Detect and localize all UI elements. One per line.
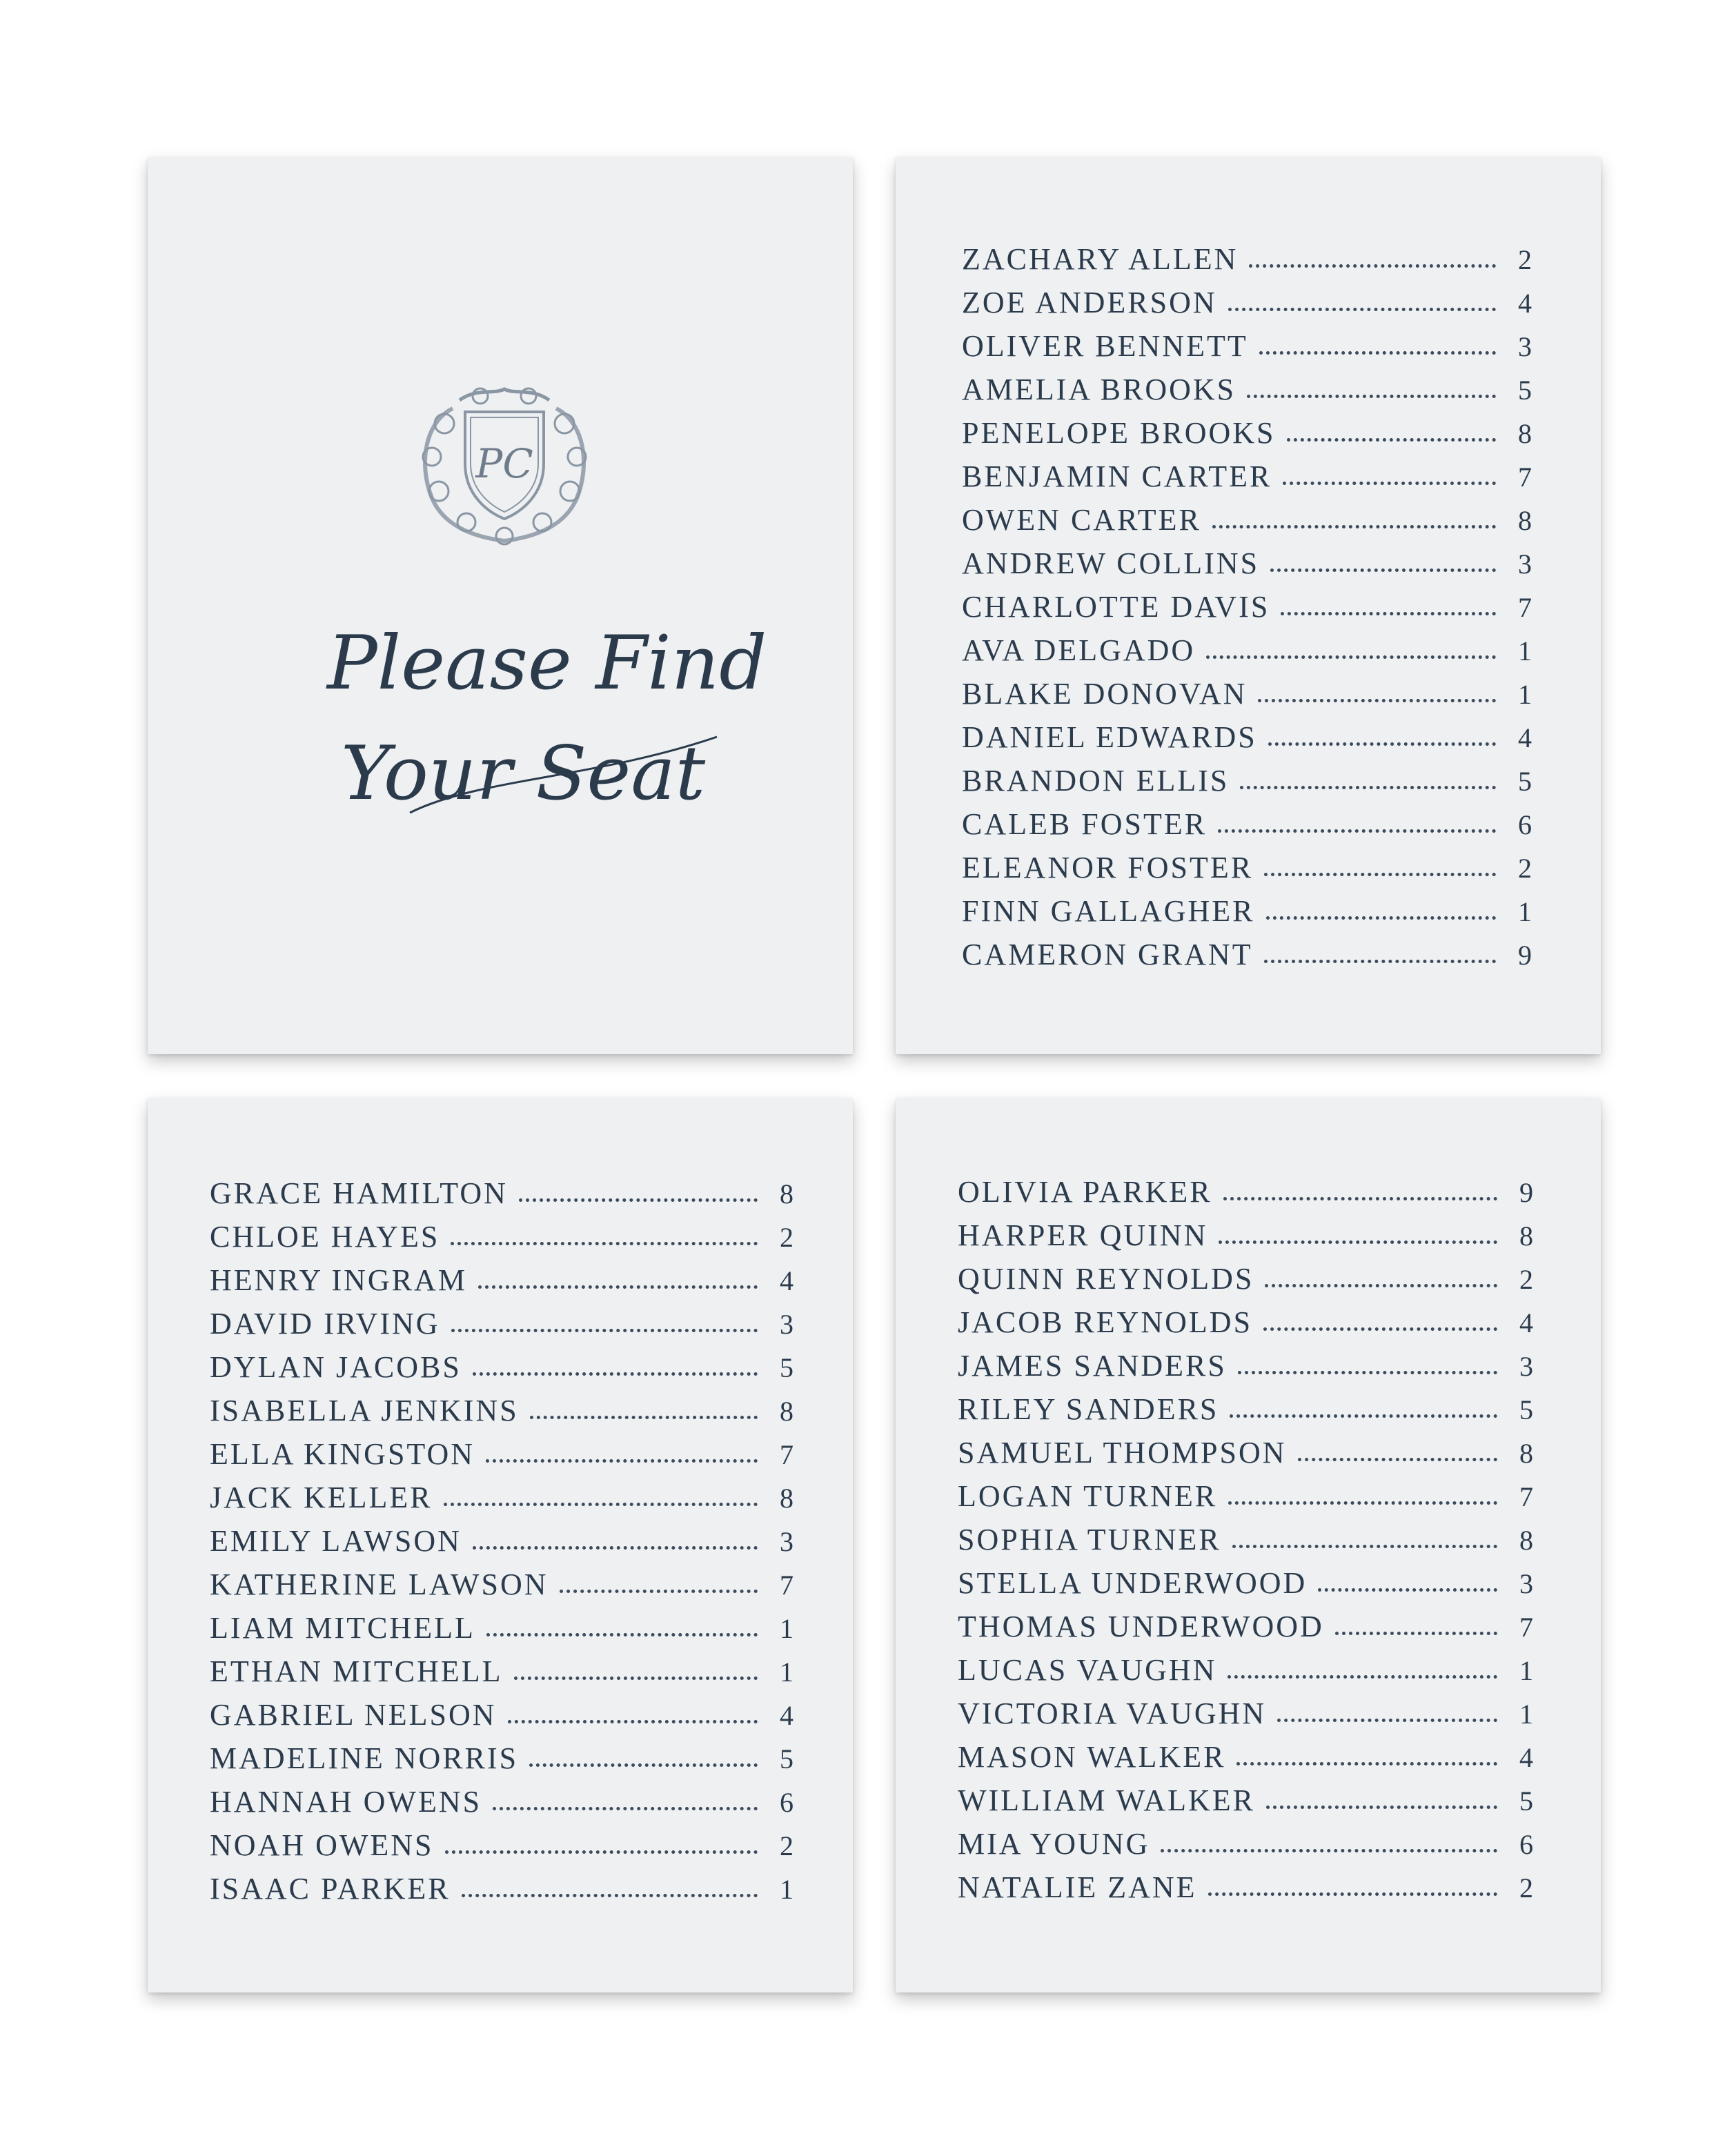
table-number: 7 xyxy=(780,1570,793,1601)
dot-leader xyxy=(1223,1197,1497,1200)
guest-name: THOMAS UNDERWOOD xyxy=(958,1610,1324,1643)
table-number: 7 xyxy=(780,1439,793,1470)
table-number: 3 xyxy=(1519,1568,1533,1599)
seating-list xyxy=(958,1174,1533,1913)
guest-row xyxy=(958,1261,1533,1305)
dot-leader xyxy=(519,1198,758,1202)
dot-leader xyxy=(1335,1632,1497,1635)
table-number: 3 xyxy=(1518,548,1532,580)
dot-leader xyxy=(508,1720,758,1723)
dot-leader xyxy=(486,1633,758,1636)
guest-row xyxy=(962,415,1532,459)
table-number: 1 xyxy=(1518,896,1532,927)
table-number: 8 xyxy=(780,1178,793,1209)
seating-list xyxy=(962,241,1532,980)
dot-leader xyxy=(1238,1371,1497,1374)
guest-row xyxy=(958,1783,1533,1826)
table-number: 1 xyxy=(1519,1655,1533,1686)
guest-name: BRANDON ELLIS xyxy=(962,764,1230,798)
dot-leader xyxy=(1258,699,1496,702)
dot-leader xyxy=(451,1329,758,1332)
dot-leader xyxy=(1228,308,1496,311)
table-number: 7 xyxy=(1518,592,1532,623)
seating-list xyxy=(210,1176,793,1915)
dot-leader xyxy=(1283,482,1496,485)
guest-row xyxy=(962,807,1532,850)
guest-row xyxy=(210,1436,793,1480)
dot-leader xyxy=(1281,612,1496,615)
table-number: 2 xyxy=(780,1222,793,1253)
guest-name: KATHERINE LAWSON xyxy=(210,1567,549,1601)
dot-leader xyxy=(1228,1675,1497,1679)
dot-leader xyxy=(1219,1240,1497,1244)
guest-row xyxy=(962,850,1532,893)
guest-row xyxy=(962,589,1532,633)
guest-name: STELLA UNDERWOOD xyxy=(958,1566,1308,1600)
guest-row xyxy=(962,546,1532,589)
dot-leader xyxy=(1247,395,1496,398)
crest-monogram: PC xyxy=(475,440,533,487)
seating-card-2 xyxy=(148,1098,853,1992)
guest-name: DYLAN JACOBS xyxy=(210,1350,462,1384)
dot-leader xyxy=(1268,742,1496,746)
table-number: 8 xyxy=(1519,1438,1533,1469)
guest-name: QUINN REYNOLDS xyxy=(958,1262,1254,1296)
guest-name: GABRIEL NELSON xyxy=(210,1698,497,1732)
table-number: 7 xyxy=(1519,1612,1533,1643)
guest-name: CHLOE HAYES xyxy=(210,1220,440,1254)
guest-name: ANDREW COLLINS xyxy=(962,546,1260,580)
table-number: 4 xyxy=(1518,288,1532,319)
seating-card-1 xyxy=(896,157,1601,1054)
guest-row xyxy=(210,1697,793,1741)
guest-row xyxy=(210,1610,793,1654)
guest-row xyxy=(958,1392,1533,1435)
heading xyxy=(306,606,767,854)
table-number: 1 xyxy=(780,1874,793,1905)
guest-name: VICTORIA VAUGHN xyxy=(958,1697,1267,1730)
table-number: 7 xyxy=(1518,462,1532,493)
guest-row xyxy=(958,1652,1533,1696)
table-number: 8 xyxy=(1518,418,1532,449)
seating-card-3 xyxy=(896,1098,1601,1992)
guest-row xyxy=(958,1565,1533,1609)
dot-leader xyxy=(473,1372,758,1376)
guest-name: LOGAN TURNER xyxy=(958,1479,1218,1513)
guest-row xyxy=(210,1349,793,1393)
table-number: 1 xyxy=(780,1613,793,1644)
guest-row xyxy=(958,1348,1533,1392)
guest-row xyxy=(210,1654,793,1697)
guest-name: OLIVER BENNETT xyxy=(962,329,1248,363)
guest-name: ZACHARY ALLEN xyxy=(962,242,1239,276)
table-number: 6 xyxy=(1519,1829,1533,1860)
guest-row xyxy=(958,1478,1533,1522)
table-number: 6 xyxy=(1518,809,1532,840)
dot-leader xyxy=(478,1285,758,1289)
guest-row xyxy=(962,720,1532,763)
guest-name: HENRY INGRAM xyxy=(210,1263,467,1297)
table-number: 2 xyxy=(1519,1264,1533,1295)
dot-leader xyxy=(451,1242,758,1245)
dot-leader xyxy=(514,1677,758,1680)
table-number: 2 xyxy=(780,1830,793,1861)
guest-row xyxy=(962,633,1532,676)
guest-row xyxy=(210,1393,793,1436)
dot-leader xyxy=(1206,655,1496,659)
dot-leader xyxy=(1277,1719,1497,1722)
guest-row xyxy=(962,676,1532,720)
table-number: 1 xyxy=(780,1656,793,1688)
guest-row xyxy=(958,1522,1533,1565)
guest-row xyxy=(962,763,1532,807)
table-number: 4 xyxy=(780,1700,793,1731)
dot-leader xyxy=(1265,1284,1497,1287)
dot-leader xyxy=(1232,1545,1497,1548)
table-number: 7 xyxy=(1519,1481,1533,1512)
dot-leader xyxy=(1161,1849,1497,1852)
dot-leader xyxy=(445,1850,758,1854)
dot-leader xyxy=(1287,438,1497,442)
dot-leader xyxy=(1259,351,1496,355)
table-number: 8 xyxy=(1519,1220,1533,1252)
guest-name: SAMUEL THOMPSON xyxy=(958,1436,1287,1470)
guest-row xyxy=(958,1826,1533,1870)
guest-name: CAMERON GRANT xyxy=(962,938,1253,971)
guest-row xyxy=(210,1306,793,1349)
guest-row xyxy=(962,459,1532,502)
guest-name: ELLA KINGSTON xyxy=(210,1437,475,1471)
guest-name: JACK KELLER xyxy=(210,1481,433,1514)
guest-row xyxy=(958,1218,1533,1261)
guest-name: ISABELLA JENKINS xyxy=(210,1394,519,1427)
guest-name: SOPHIA TURNER xyxy=(958,1523,1221,1556)
table-number: 8 xyxy=(1518,505,1532,536)
table-number: 3 xyxy=(1518,331,1532,362)
dot-leader xyxy=(444,1503,758,1506)
table-number: 1 xyxy=(1518,679,1532,710)
dot-leader xyxy=(1212,525,1496,528)
guest-name: BENJAMIN CARTER xyxy=(962,459,1272,493)
guest-row xyxy=(962,372,1532,415)
guest-row xyxy=(962,937,1532,980)
guest-row xyxy=(958,1174,1533,1218)
guest-name: RILEY SANDERS xyxy=(958,1392,1219,1426)
table-number: 3 xyxy=(780,1309,793,1340)
guest-name: ZOE ANDERSON xyxy=(962,286,1217,319)
dot-leader xyxy=(529,1763,758,1767)
table-number: 2 xyxy=(1518,853,1532,884)
guest-row xyxy=(210,1176,793,1219)
guest-row xyxy=(962,502,1532,546)
guest-row xyxy=(210,1828,793,1871)
guest-name: OLIVIA PARKER xyxy=(958,1175,1212,1209)
dot-leader xyxy=(1266,1806,1497,1809)
guest-row xyxy=(958,1870,1533,1913)
dot-leader xyxy=(1263,1327,1497,1331)
dot-leader xyxy=(1218,829,1496,833)
guest-name: ETHAN MITCHELL xyxy=(210,1654,503,1688)
table-number: 8 xyxy=(1519,1525,1533,1556)
guest-name: AMELIA BROOKS xyxy=(962,373,1236,406)
dot-leader xyxy=(1264,960,1496,963)
guest-row xyxy=(958,1609,1533,1652)
table-number: 1 xyxy=(1518,635,1532,666)
guest-row xyxy=(962,328,1532,372)
guest-name: FINN GALLAGHER xyxy=(962,894,1255,928)
guest-name: ELEANOR FOSTER xyxy=(962,851,1254,884)
guest-row xyxy=(958,1696,1533,1739)
dot-leader xyxy=(473,1546,758,1550)
guest-name: NATALIE ZANE xyxy=(958,1870,1197,1904)
guest-name: GRACE HAMILTON xyxy=(210,1176,508,1210)
guest-name: HARPER QUINN xyxy=(958,1218,1208,1252)
guest-name: DANIEL EDWARDS xyxy=(962,720,1257,754)
guest-row xyxy=(210,1480,793,1523)
guest-name: JACOB REYNOLDS xyxy=(958,1305,1253,1339)
dot-leader xyxy=(560,1590,758,1593)
crest-icon xyxy=(411,381,598,546)
guest-row xyxy=(962,285,1532,328)
table-number: 2 xyxy=(1519,1872,1533,1903)
table-number: 4 xyxy=(1518,722,1532,753)
table-number: 9 xyxy=(1519,1177,1533,1208)
table-number: 5 xyxy=(1519,1786,1533,1817)
table-number: 4 xyxy=(780,1265,793,1296)
dot-leader xyxy=(1266,916,1496,920)
guest-name: JAMES SANDERS xyxy=(958,1349,1227,1383)
dot-leader xyxy=(1228,1501,1497,1505)
guest-row xyxy=(958,1739,1533,1783)
guest-name: LIAM MITCHELL xyxy=(210,1611,475,1645)
heading-line2: Your Seat xyxy=(341,731,706,817)
heading-line1: Please Find xyxy=(327,620,767,706)
guest-name: PENELOPE BROOKS xyxy=(962,416,1276,450)
table-number: 3 xyxy=(1519,1351,1533,1382)
table-number: 3 xyxy=(780,1526,793,1557)
guest-row xyxy=(210,1219,793,1263)
guest-name: AVA DELGADO xyxy=(962,633,1196,667)
table-number: 8 xyxy=(780,1483,793,1514)
dot-leader xyxy=(1298,1458,1497,1461)
guest-row xyxy=(962,241,1532,285)
guest-name: MIA YOUNG xyxy=(958,1827,1150,1861)
guest-name: ISAAC PARKER xyxy=(210,1872,451,1906)
guest-name: CHARLOTTE DAVIS xyxy=(962,590,1270,624)
table-number: 8 xyxy=(780,1396,793,1427)
table-number: 5 xyxy=(780,1352,793,1383)
table-number: 6 xyxy=(780,1787,793,1818)
dot-leader xyxy=(1230,1414,1497,1418)
dot-leader xyxy=(1208,1892,1497,1896)
dot-leader xyxy=(462,1894,758,1897)
table-number: 2 xyxy=(1518,244,1532,275)
guest-row xyxy=(210,1263,793,1306)
guest-row xyxy=(210,1523,793,1567)
table-number: 1 xyxy=(1519,1699,1533,1730)
guest-row xyxy=(210,1741,793,1784)
table-number: 5 xyxy=(780,1743,793,1774)
guest-name: OWEN CARTER xyxy=(962,503,1201,537)
guest-name: DAVID IRVING xyxy=(210,1307,440,1341)
dot-leader xyxy=(530,1416,758,1419)
table-number: 4 xyxy=(1519,1742,1533,1773)
guest-row xyxy=(958,1435,1533,1478)
dot-leader xyxy=(1249,264,1496,268)
dot-leader xyxy=(1270,568,1496,572)
guest-row xyxy=(210,1871,793,1915)
guest-row xyxy=(210,1567,793,1610)
dot-leader xyxy=(1236,1762,1497,1766)
guest-name: HANNAH OWENS xyxy=(210,1785,482,1819)
guest-name: MASON WALKER xyxy=(958,1740,1226,1774)
dot-leader xyxy=(493,1807,758,1810)
table-number: 5 xyxy=(1518,375,1532,406)
title-card xyxy=(148,157,853,1054)
table-number: 4 xyxy=(1519,1307,1533,1338)
guest-name: EMILY LAWSON xyxy=(210,1524,462,1558)
table-number: 9 xyxy=(1518,940,1532,971)
guest-row xyxy=(958,1305,1533,1348)
guest-row xyxy=(210,1784,793,1828)
guest-name: CALEB FOSTER xyxy=(962,807,1208,841)
dot-leader xyxy=(1318,1588,1497,1592)
dot-leader xyxy=(1240,786,1496,789)
dot-leader xyxy=(1264,873,1496,876)
guest-name: LUCAS VAUGHN xyxy=(958,1653,1217,1687)
guest-name: MADELINE NORRIS xyxy=(210,1741,519,1775)
table-number: 5 xyxy=(1519,1394,1533,1425)
dot-leader xyxy=(486,1459,758,1463)
guest-name: NOAH OWENS xyxy=(210,1828,434,1862)
guest-row xyxy=(962,893,1532,937)
guest-name: BLAKE DONOVAN xyxy=(962,677,1248,711)
table-number: 5 xyxy=(1518,766,1532,797)
guest-name: WILLIAM WALKER xyxy=(958,1783,1255,1817)
